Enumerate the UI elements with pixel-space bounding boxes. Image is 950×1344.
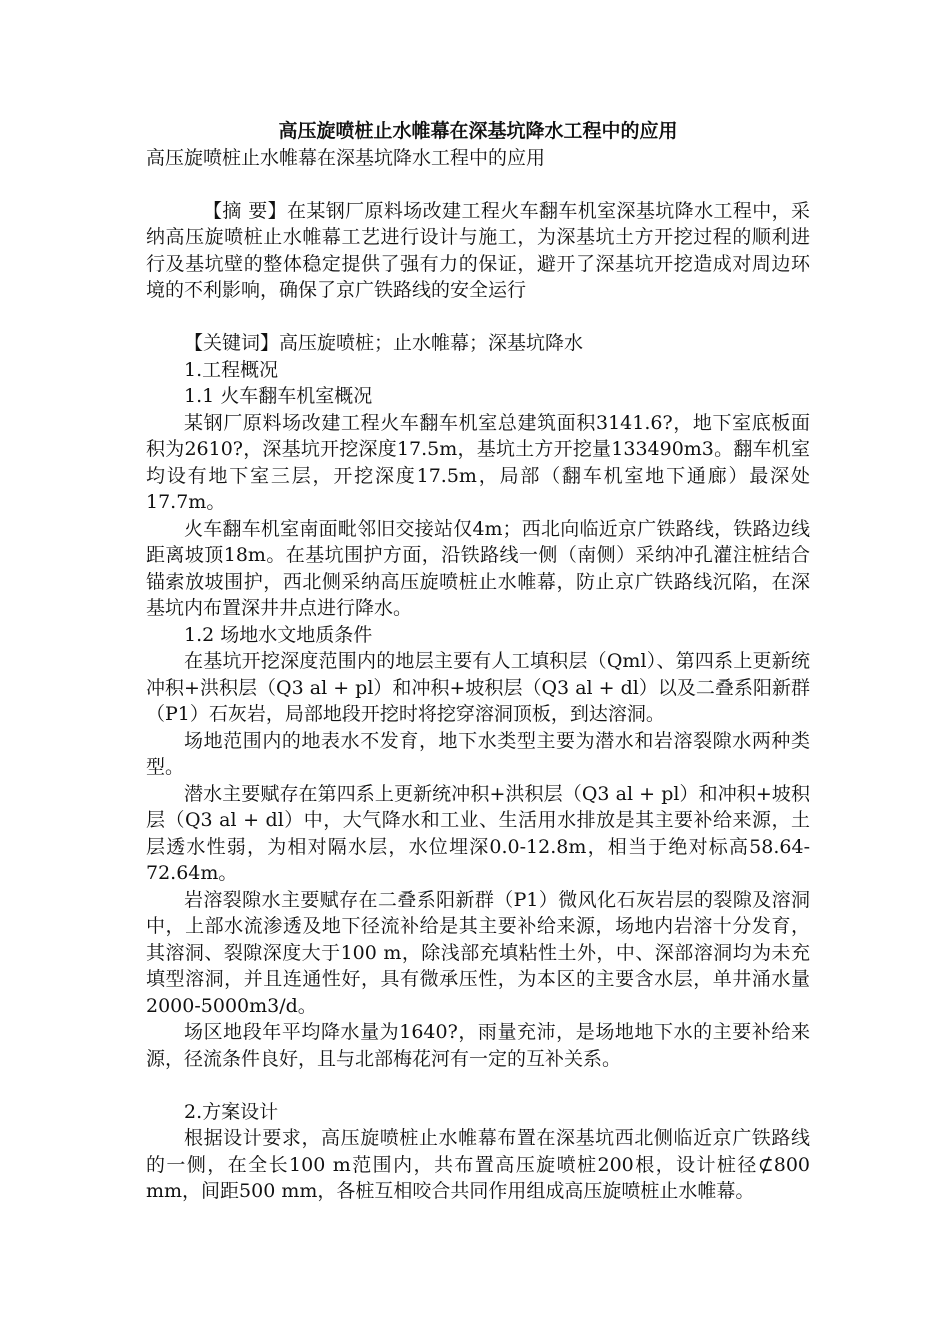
body-paragraph: 在基坑开挖深度范围内的地层主要有人工填积层（Qml）、第四系上更新统冲积+洪积层（Q3 al + pl）和冲积+坡积层（Q3 al + dl）以及二叠系阳新群（P1）石灰岩，局部地段开挖时将挖穿溶洞顶板，到达溶洞。 bbox=[146, 650, 810, 725]
body-paragraph: 某钢厂原料场改建工程火车翻车机室总建筑面积3141.6?，地下室底板面积为2610?，深基坑开挖深度17.5m，基坑土方开挖量133490m3。翻车机室均设有地下室三层，开挖深度17.5m，局部（翻车机室地下通廊）最深处17.7m。 bbox=[146, 411, 810, 513]
body-paragraph: 场地范围内的地表水不发育，地下水类型主要为潜水和岩溶裂隙水两种类型。 bbox=[146, 729, 810, 778]
body-paragraph: 潜水主要赋存在第四系上更新统冲积+洪积层（Q3 al + pl）和冲积+坡积层（Q3 al + dl）中，大气降水和工业、生活用水排放是其主要补给来源，土层透水性弱，为相对隔水层，水位埋深0.0-12.8m，相当于绝对标高58.64-72.64m。 bbox=[146, 782, 810, 884]
body-paragraph: 场区地段年平均降水量为1640?，雨量充沛，是场地地下水的主要补给来源，径流条件良好，且与北部梅花河有一定的互补关系。 bbox=[146, 1021, 810, 1070]
abstract-paragraph: 【摘 要】在某钢厂原料场改建工程火车翻车机室深基坑降水工程中，采纳高压旋喷桩止水帷幕工艺进行设计与施工，为深基坑土方开挖过程的顺利进行及基坑壁的整体稳定提供了强有力的保证，避开了深基坑开挖造成对周边环境的不利影响，确保了京广铁路线的安全运行 bbox=[146, 199, 810, 301]
body-paragraph: 根据设计要求，高压旋喷桩止水帷幕布置在深基坑西北侧临近京广铁路线的一侧，在全长100 m范围内，共布置高压旋喷桩200根，设计桩径⊄800 mm，间距500 mm，各桩互相咬合共同作用组成高压旋喷桩止水帷幕。 bbox=[146, 1127, 810, 1202]
section-heading-1: 1.工程概况 bbox=[184, 358, 279, 381]
document-subtitle: 高压旋喷桩止水帷幕在深基坑降水工程中的应用 bbox=[146, 146, 546, 169]
body-paragraph: 岩溶裂隙水主要赋存在二叠系阳新群（P1）微风化石灰岩层的裂隙及溶洞中，上部水流渗透及地下径流补给是其主要补给来源，场地内岩溶十分发育，其溶洞、裂隙深度大于100 m，除浅部充填粘性土外，中、深部溶洞均为未充填型溶洞，并且连通性好，具有微承压性，为本区的主要含水层，单井涌水量2000-5000m3/d。 bbox=[146, 888, 810, 1017]
document-title: 高压旋喷桩止水帷幕在深基坑降水工程中的应用 bbox=[278, 120, 678, 142]
document-page bbox=[146, 118, 810, 1205]
section-heading-2: 2.方案设计 bbox=[184, 1100, 279, 1123]
subsection-heading-1-2: 1.2 场地水文地质条件 bbox=[184, 623, 373, 646]
subsection-heading-1-1: 1.1 火车翻车机室概况 bbox=[184, 385, 373, 407]
keywords-line: 【关键词】高压旋喷桩；止水帷幕；深基坑降水 bbox=[184, 332, 584, 354]
body-paragraph: 火车翻车机室南面毗邻旧交接站仅4m；西北向临近京广铁路线，铁路边线距离坡顶18m。在基坑围护方面，沿铁路线一侧（南侧）采纳冲孔灌注桩结合锚索放坡围护，西北侧采纳高压旋喷桩止水帷幕，防止京广铁路线沉陷，在深基坑内布置深井井点进行降水。 bbox=[146, 517, 810, 619]
